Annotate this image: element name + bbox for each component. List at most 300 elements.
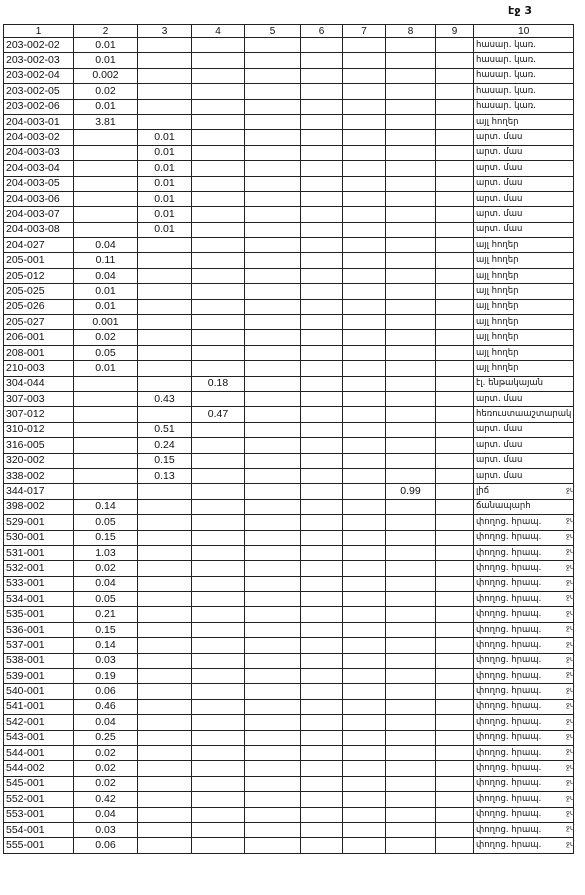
area-cell-col6 [301, 345, 343, 360]
margin-mark: ջմ [566, 839, 575, 848]
area-cell-col6 [301, 453, 343, 468]
parcel-code-cell: 205-026 [4, 299, 74, 314]
area-cell-col2: 0.03 [74, 653, 138, 668]
area-cell-col9 [436, 561, 474, 576]
area-cell-col8 [386, 407, 436, 422]
land-use-cell: արտ. մաս [474, 176, 574, 191]
table-row [4, 99, 574, 114]
area-cell-col5 [245, 468, 301, 483]
land-use-cell: փողոց. հրապ. [474, 607, 574, 622]
area-cell-col7 [343, 284, 386, 299]
area-cell-col5 [245, 807, 301, 822]
parcel-code-cell: 203-002-03 [4, 53, 74, 68]
table-row [4, 468, 574, 483]
page-number: էջ 3 [508, 4, 532, 17]
area-cell-col5 [245, 776, 301, 791]
area-cell-col4 [192, 745, 245, 760]
area-cell-col6 [301, 515, 343, 530]
area-cell-col6 [301, 545, 343, 560]
area-cell-col2 [74, 145, 138, 160]
area-cell-col5 [245, 68, 301, 83]
land-use-cell: այլ հողեր [474, 114, 574, 129]
area-cell-col9 [436, 68, 474, 83]
land-use-cell: փողոց. հրապ. [474, 561, 574, 576]
table-row [4, 607, 574, 622]
area-cell-col4 [192, 730, 245, 745]
parcel-code-cell: 204-003-03 [4, 145, 74, 160]
area-cell-col4 [192, 515, 245, 530]
column-header-3: 3 [138, 25, 192, 38]
area-cell-col9 [436, 761, 474, 776]
parcel-code-cell: 204-003-07 [4, 207, 74, 222]
area-cell-col9 [436, 622, 474, 637]
parcel-code-cell: 540-001 [4, 684, 74, 699]
area-cell-col8 [386, 592, 436, 607]
area-cell-col4 [192, 684, 245, 699]
land-use-cell: արտ. մաս [474, 468, 574, 483]
land-use-cell: փողոց. հրապ. [474, 699, 574, 714]
parcel-code-cell: 542-001 [4, 715, 74, 730]
margin-mark: ջմ [566, 608, 575, 617]
area-cell-col3 [138, 253, 192, 268]
land-use-cell: փողոց. հրապ. [474, 653, 574, 668]
area-cell-col5 [245, 622, 301, 637]
area-cell-col5 [245, 407, 301, 422]
land-use-cell: փողոց. հրապ. [474, 515, 574, 530]
table-row [4, 84, 574, 99]
land-use-cell: լիճ [474, 484, 574, 499]
parcel-code-cell: 205-025 [4, 284, 74, 299]
area-cell-col3 [138, 792, 192, 807]
area-cell-col8: 0.99 [386, 484, 436, 499]
land-use-cell: էլ. ենթակայան [474, 376, 574, 391]
area-cell-col4 [192, 438, 245, 453]
area-cell-col9 [436, 792, 474, 807]
area-cell-col7 [343, 576, 386, 591]
area-cell-col2 [74, 422, 138, 437]
parcel-code-cell: 533-001 [4, 576, 74, 591]
margin-mark: ջմ [566, 824, 575, 833]
margin-mark: ջմ [566, 485, 575, 494]
area-cell-col7 [343, 715, 386, 730]
area-cell-col2: 0.02 [74, 84, 138, 99]
parcel-code-cell: 338-002 [4, 468, 74, 483]
area-cell-col3 [138, 68, 192, 83]
parcel-code-cell: 531-001 [4, 545, 74, 560]
area-cell-col6 [301, 715, 343, 730]
area-cell-col4 [192, 161, 245, 176]
area-cell-col9 [436, 315, 474, 330]
area-cell-col8 [386, 114, 436, 129]
parcel-code-cell: 320-002 [4, 453, 74, 468]
area-cell-col8 [386, 284, 436, 299]
land-use-cell: այլ հողեր [474, 345, 574, 360]
area-cell-col4 [192, 315, 245, 330]
area-cell-col5 [245, 315, 301, 330]
land-use-cell: փողոց. հրապ. [474, 730, 574, 745]
area-cell-col5 [245, 592, 301, 607]
parcel-code-cell: 553-001 [4, 807, 74, 822]
area-cell-col5 [245, 99, 301, 114]
table-row [4, 576, 574, 591]
area-cell-col9 [436, 222, 474, 237]
area-cell-col7 [343, 207, 386, 222]
area-cell-col5 [245, 114, 301, 129]
area-cell-col6 [301, 684, 343, 699]
parcel-code-cell: 539-001 [4, 669, 74, 684]
table-row [4, 638, 574, 653]
area-cell-col9 [436, 576, 474, 591]
area-cell-col8 [386, 515, 436, 530]
area-cell-col9 [436, 38, 474, 53]
area-cell-col5 [245, 607, 301, 622]
area-cell-col2: 0.11 [74, 253, 138, 268]
area-cell-col8 [386, 207, 436, 222]
area-cell-col3 [138, 576, 192, 591]
table-row [4, 130, 574, 145]
area-cell-col3 [138, 376, 192, 391]
area-cell-col4 [192, 345, 245, 360]
land-use-cell: արտ. մաս [474, 222, 574, 237]
area-cell-col7 [343, 238, 386, 253]
table-row [4, 730, 574, 745]
margin-mark: ջմ [566, 562, 575, 571]
area-cell-col8 [386, 822, 436, 837]
area-cell-col6 [301, 530, 343, 545]
area-cell-col3 [138, 99, 192, 114]
area-cell-col7 [343, 822, 386, 837]
table-row [4, 161, 574, 176]
area-cell-col8 [386, 776, 436, 791]
area-cell-col3: 0.24 [138, 438, 192, 453]
table-row [4, 545, 574, 560]
area-cell-col9 [436, 669, 474, 684]
area-cell-col3 [138, 669, 192, 684]
area-cell-col8 [386, 607, 436, 622]
area-cell-col6 [301, 84, 343, 99]
area-cell-col5 [245, 561, 301, 576]
parcel-code-cell: 310-012 [4, 422, 74, 437]
land-use-cell: փողոց. հրապ. [474, 776, 574, 791]
table-row [4, 792, 574, 807]
area-cell-col3 [138, 592, 192, 607]
land-use-cell: արտ. մաս [474, 191, 574, 206]
area-cell-col5 [245, 361, 301, 376]
area-cell-col2 [74, 222, 138, 237]
area-cell-col3 [138, 238, 192, 253]
area-cell-col9 [436, 407, 474, 422]
area-cell-col2: 0.01 [74, 38, 138, 53]
margin-mark: ջմ [566, 593, 575, 602]
area-cell-col3 [138, 807, 192, 822]
area-cell-col3: 0.13 [138, 468, 192, 483]
land-use-cell: արտ. մաս [474, 453, 574, 468]
margin-mark: ջմ [566, 732, 575, 740]
area-cell-col4 [192, 484, 245, 499]
table-row [4, 745, 574, 760]
area-cell-col4 [192, 330, 245, 345]
table-row [4, 530, 574, 545]
area-cell-col2: 0.14 [74, 499, 138, 514]
land-use-cell: փողոց. հրապ. [474, 807, 574, 822]
area-cell-col4 [192, 822, 245, 837]
area-cell-col7 [343, 176, 386, 191]
table-row [4, 838, 574, 853]
parcel-code-cell: 203-002-04 [4, 68, 74, 83]
area-cell-col3 [138, 638, 192, 653]
land-use-cell: փողոց. հրապ. [474, 761, 574, 776]
area-cell-col3 [138, 745, 192, 760]
area-cell-col6 [301, 792, 343, 807]
land-use-cell: փողոց. հրապ. [474, 530, 574, 545]
table-row [4, 284, 574, 299]
area-cell-col4 [192, 238, 245, 253]
parcel-code-cell: 307-003 [4, 391, 74, 406]
area-cell-col9 [436, 253, 474, 268]
parcel-code-cell: 554-001 [4, 822, 74, 837]
area-cell-col8 [386, 545, 436, 560]
area-cell-col7 [343, 145, 386, 160]
area-cell-col2: 0.15 [74, 530, 138, 545]
area-cell-col2: 0.01 [74, 99, 138, 114]
area-cell-col9 [436, 376, 474, 391]
area-cell-col6 [301, 130, 343, 145]
area-cell-col4 [192, 253, 245, 268]
area-cell-col4 [192, 453, 245, 468]
area-cell-col8 [386, 684, 436, 699]
area-cell-col5 [245, 576, 301, 591]
area-cell-col2 [74, 438, 138, 453]
area-cell-col9 [436, 730, 474, 745]
area-cell-col9 [436, 807, 474, 822]
area-cell-col6 [301, 268, 343, 283]
table-row [4, 207, 574, 222]
area-cell-col3 [138, 268, 192, 283]
area-cell-col8 [386, 391, 436, 406]
area-cell-col2 [74, 207, 138, 222]
land-use-cell: այլ հողեր [474, 361, 574, 376]
table-row [4, 391, 574, 406]
area-cell-col5 [245, 515, 301, 530]
parcel-code-cell: 203-002-05 [4, 84, 74, 99]
area-cell-col6 [301, 253, 343, 268]
area-cell-col5 [245, 376, 301, 391]
area-cell-col2: 0.02 [74, 561, 138, 576]
area-cell-col9 [436, 653, 474, 668]
area-cell-col4 [192, 807, 245, 822]
area-cell-col5 [245, 145, 301, 160]
table-row [4, 68, 574, 83]
area-cell-col8 [386, 330, 436, 345]
parcel-code-cell: 205-012 [4, 268, 74, 283]
area-cell-col7 [343, 730, 386, 745]
area-cell-col6 [301, 238, 343, 253]
area-cell-col6 [301, 391, 343, 406]
area-cell-col8 [386, 53, 436, 68]
table-row [4, 653, 574, 668]
area-cell-col7 [343, 361, 386, 376]
land-use-cell: փողոց. հրապ. [474, 669, 574, 684]
area-cell-col8 [386, 761, 436, 776]
area-cell-col9 [436, 99, 474, 114]
land-use-cell: ճանապարհ [474, 499, 574, 514]
area-cell-col4 [192, 391, 245, 406]
land-use-cell: արտ. մաս [474, 161, 574, 176]
area-cell-col5 [245, 391, 301, 406]
area-cell-col5 [245, 299, 301, 314]
area-cell-col9 [436, 422, 474, 437]
column-header-1: 1 [4, 25, 74, 38]
area-cell-col7 [343, 684, 386, 699]
area-cell-col5 [245, 53, 301, 68]
area-cell-col3 [138, 822, 192, 837]
land-parcel-table [3, 24, 574, 854]
area-cell-col3 [138, 530, 192, 545]
area-cell-col9 [436, 53, 474, 68]
area-cell-col7 [343, 561, 386, 576]
area-cell-col4 [192, 114, 245, 129]
table-row [4, 145, 574, 160]
area-cell-col3 [138, 361, 192, 376]
area-cell-col9 [436, 284, 474, 299]
area-cell-col3 [138, 114, 192, 129]
area-cell-col7 [343, 315, 386, 330]
table-row [4, 699, 574, 714]
area-cell-col8 [386, 561, 436, 576]
land-use-cell: հեռուստաաշտարակ [474, 407, 574, 422]
table-row [4, 330, 574, 345]
area-cell-col5 [245, 653, 301, 668]
area-cell-col6 [301, 761, 343, 776]
area-cell-col6 [301, 376, 343, 391]
parcel-code-cell: 204-003-01 [4, 114, 74, 129]
area-cell-col7 [343, 468, 386, 483]
area-cell-col6 [301, 38, 343, 53]
area-cell-col5 [245, 161, 301, 176]
area-cell-col8 [386, 99, 436, 114]
area-cell-col5 [245, 638, 301, 653]
area-cell-col9 [436, 822, 474, 837]
area-cell-col2 [74, 130, 138, 145]
area-cell-col6 [301, 653, 343, 668]
area-cell-col6 [301, 284, 343, 299]
area-cell-col5 [245, 484, 301, 499]
margin-mark: ջմ [566, 655, 575, 663]
land-use-cell: հասար. կառ. [474, 53, 574, 68]
area-cell-col6 [301, 484, 343, 499]
area-cell-col7 [343, 268, 386, 283]
area-cell-col7 [343, 130, 386, 145]
parcel-code-cell: 552-001 [4, 792, 74, 807]
area-cell-col3: 0.15 [138, 453, 192, 468]
area-cell-col3 [138, 299, 192, 314]
area-cell-col4 [192, 422, 245, 437]
land-use-cell: փողոց. հրապ. [474, 592, 574, 607]
area-cell-col7 [343, 745, 386, 760]
area-cell-col9 [436, 838, 474, 853]
parcel-code-cell: 205-001 [4, 253, 74, 268]
area-cell-col2: 0.02 [74, 330, 138, 345]
table-row [4, 592, 574, 607]
area-cell-col5 [245, 38, 301, 53]
parcel-code-cell: 534-001 [4, 592, 74, 607]
area-cell-col2: 0.04 [74, 576, 138, 591]
table-row [4, 114, 574, 129]
area-cell-col5 [245, 207, 301, 222]
area-cell-col3: 0.01 [138, 191, 192, 206]
area-cell-col9 [436, 391, 474, 406]
area-cell-col2: 0.02 [74, 776, 138, 791]
area-cell-col7 [343, 376, 386, 391]
area-cell-col9 [436, 361, 474, 376]
area-cell-col5 [245, 438, 301, 453]
area-cell-col4 [192, 607, 245, 622]
table-row [4, 622, 574, 637]
area-cell-col9 [436, 238, 474, 253]
margin-mark: ջմ [566, 793, 575, 802]
land-use-cell: արտ. մաս [474, 422, 574, 437]
area-cell-col7 [343, 776, 386, 791]
area-cell-col2 [74, 376, 138, 391]
area-cell-col5 [245, 499, 301, 514]
area-cell-col4 [192, 499, 245, 514]
area-cell-col8 [386, 361, 436, 376]
area-cell-col8 [386, 792, 436, 807]
area-cell-col4 [192, 669, 245, 684]
area-cell-col8 [386, 238, 436, 253]
area-cell-col6 [301, 576, 343, 591]
table-row [4, 268, 574, 283]
area-cell-col2: 0.04 [74, 268, 138, 283]
parcel-code-cell: 204-003-02 [4, 130, 74, 145]
area-cell-col8 [386, 453, 436, 468]
area-cell-col8 [386, 499, 436, 514]
area-cell-col6 [301, 315, 343, 330]
land-use-cell: արտ. մաս [474, 145, 574, 160]
area-cell-col7 [343, 99, 386, 114]
area-cell-col8 [386, 438, 436, 453]
area-cell-col7 [343, 438, 386, 453]
parcel-code-cell: 206-001 [4, 330, 74, 345]
area-cell-col6 [301, 638, 343, 653]
table-row [4, 238, 574, 253]
area-cell-col7 [343, 699, 386, 714]
area-cell-col2: 0.01 [74, 361, 138, 376]
parcel-code-cell: 307-012 [4, 407, 74, 422]
area-cell-col8 [386, 745, 436, 760]
area-cell-col9 [436, 776, 474, 791]
area-cell-col7 [343, 761, 386, 776]
area-cell-col8 [386, 699, 436, 714]
margin-mark: ջմ [566, 716, 575, 725]
land-use-cell: այլ հողեր [474, 238, 574, 253]
area-cell-col2 [74, 484, 138, 499]
table-row [4, 822, 574, 837]
area-cell-col8 [386, 653, 436, 668]
area-cell-col8 [386, 191, 436, 206]
land-use-cell: արտ. մաս [474, 207, 574, 222]
parcel-code-cell: 204-003-06 [4, 191, 74, 206]
margin-mark: ջմ [566, 778, 575, 787]
area-cell-col7 [343, 161, 386, 176]
table-row [4, 515, 574, 530]
area-cell-col9 [436, 145, 474, 160]
area-cell-col2 [74, 468, 138, 483]
parcel-code-cell: 545-001 [4, 776, 74, 791]
land-use-cell: փողոց. հրապ. [474, 684, 574, 699]
area-cell-col7 [343, 391, 386, 406]
area-cell-col8 [386, 838, 436, 853]
